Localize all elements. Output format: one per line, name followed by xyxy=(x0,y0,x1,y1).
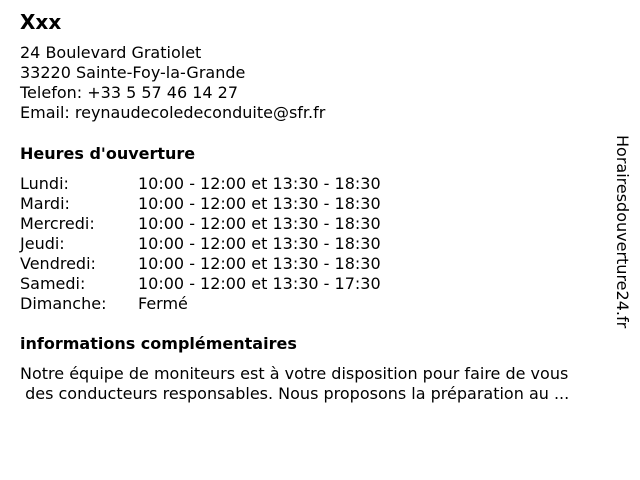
site-watermark: Horairesdouverture24.fr xyxy=(613,135,632,329)
hours-time: 10:00 - 12:00 et 13:30 - 18:30 xyxy=(138,174,381,193)
hours-day: Samedi: xyxy=(20,274,86,293)
hours-time: 10:00 - 12:00 et 13:30 - 18:30 xyxy=(138,194,381,213)
additional-info-text xyxy=(20,364,620,404)
address-city: 33220 Sainte-Foy-la-Grande xyxy=(20,63,246,82)
hours-day: Mercredi: xyxy=(20,214,95,233)
hours-time: 10:00 - 12:00 et 13:30 - 18:30 xyxy=(138,254,381,273)
address-block xyxy=(20,43,325,123)
business-name: Xxx xyxy=(20,10,62,34)
description-line: des conducteurs responsables. Nous proposons la préparation au ... xyxy=(20,384,570,403)
address-street: 24 Boulevard Gratiolet xyxy=(20,43,202,62)
additional-info-heading: informations complémentaires xyxy=(20,334,297,353)
hours-day: Dimanche: xyxy=(20,294,107,313)
hours-day: Jeudi: xyxy=(20,234,65,253)
hours-time: 10:00 - 12:00 et 13:30 - 17:30 xyxy=(138,274,381,293)
hours-day: Vendredi: xyxy=(20,254,96,273)
hours-time: Fermé xyxy=(138,294,188,313)
hours-day: Lundi: xyxy=(20,174,69,193)
opening-hours-heading: Heures d'ouverture xyxy=(20,144,196,163)
phone-number: Telefon: +33 5 57 46 14 27 xyxy=(20,83,239,102)
description-line: Notre équipe de moniteurs est à votre disposition pour faire de vous xyxy=(20,364,569,383)
hours-day: Mardi: xyxy=(20,194,70,213)
hours-time: 10:00 - 12:00 et 13:30 - 18:30 xyxy=(138,234,381,253)
hours-time: 10:00 - 12:00 et 13:30 - 18:30 xyxy=(138,214,381,233)
email-address: Email: reynaudecoledeconduite@sfr.fr xyxy=(20,103,326,122)
